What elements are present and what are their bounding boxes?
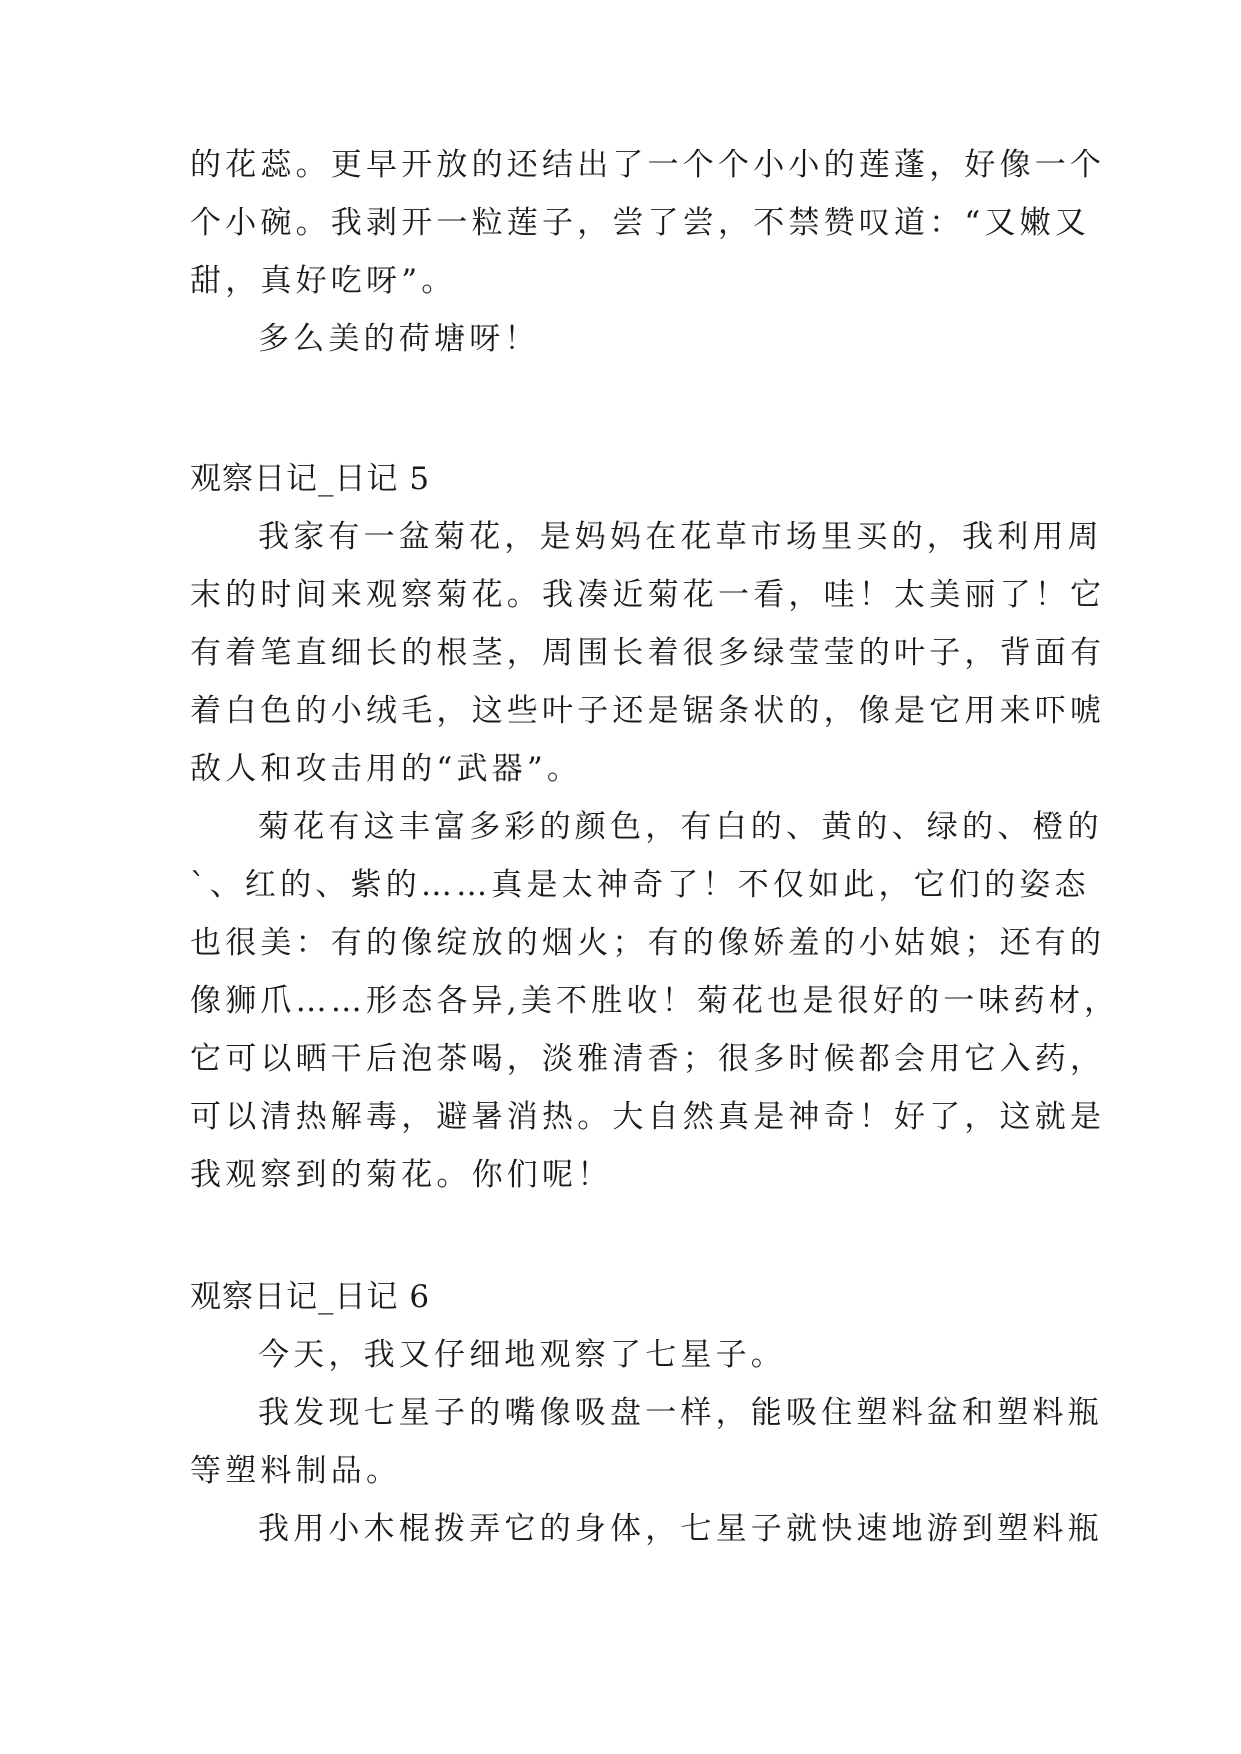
text-line: 今天，我又仔细地观察了七星子。 [258,1337,786,1373]
text-line: 我观察到的菊花。你们呢！ [190,1157,613,1193]
text-line: 的花蕊。更早开放的还结出了一个个小小的莲蓬，好像一个 [190,147,1106,183]
text-line: 有着笔直细长的根茎，周围长着很多绿莹莹的叶子，背面有 [190,635,1106,671]
entry-heading: 观察日记_日记 5 [190,461,431,497]
text-line: 像狮爪……形态各异,美不胜收！菊花也是很好的一味药材， [190,983,1120,1019]
text-line: 着白色的小绒毛，这些叶子还是锯条状的，像是它用来吓唬 [190,693,1106,729]
text-line: `、红的、紫的……真是太神奇了！不仅如此，它们的姿态 [190,867,1090,903]
diary-entry-5 [190,450,1052,508]
text-line: 它可以晒干后泡茶喝，淡雅清香；很多时候都会用它入药， [190,1041,1106,1077]
text-line: 我用小木棍拨弄它的身体，七星子就快速地游到塑料瓶 [258,1511,1103,1547]
text-line: 敌人和攻击用的“武器”。 [190,751,583,787]
previous-entry-continuation [190,136,1106,368]
document-page [190,0,1120,1754]
text-line: 菊花有这丰富多彩的颜色，有白的、黄的、绿的、橙的 [258,809,1103,845]
entry-5-paragraph-1 [190,508,1106,798]
text-line: 我发现七星子的嘴像吸盘一样，能吸住塑料盆和塑料瓶 [258,1395,1103,1431]
text-line: 我家有一盆菊花，是妈妈在花草市场里买的，我利用周 [258,519,1103,555]
closing-line: 多么美的荷塘呀！ [258,321,540,357]
text-line: 甜，真好吃呀”。 [190,263,457,299]
text-line: 可以清热解毒，避暑消热。大自然真是神奇！好了，这就是 [190,1099,1106,1135]
text-line: 末的时间来观察菊花。我凑近菊花一看，哇！太美丽了！它 [190,577,1106,613]
diary-entry-6 [190,1268,1052,1326]
entry-5-paragraph-2 [190,798,1120,1204]
text-line: 等塑料制品。 [190,1453,402,1489]
entry-heading: 观察日记_日记 6 [190,1279,431,1315]
entry-6-body [190,1326,1103,1558]
text-line: 个小碗。我剥开一粒莲子，尝了尝，不禁赞叹道：“又嫩又 [190,205,1091,241]
text-line: 也很美：有的像绽放的烟火；有的像娇羞的小姑娘；还有的 [190,925,1106,961]
